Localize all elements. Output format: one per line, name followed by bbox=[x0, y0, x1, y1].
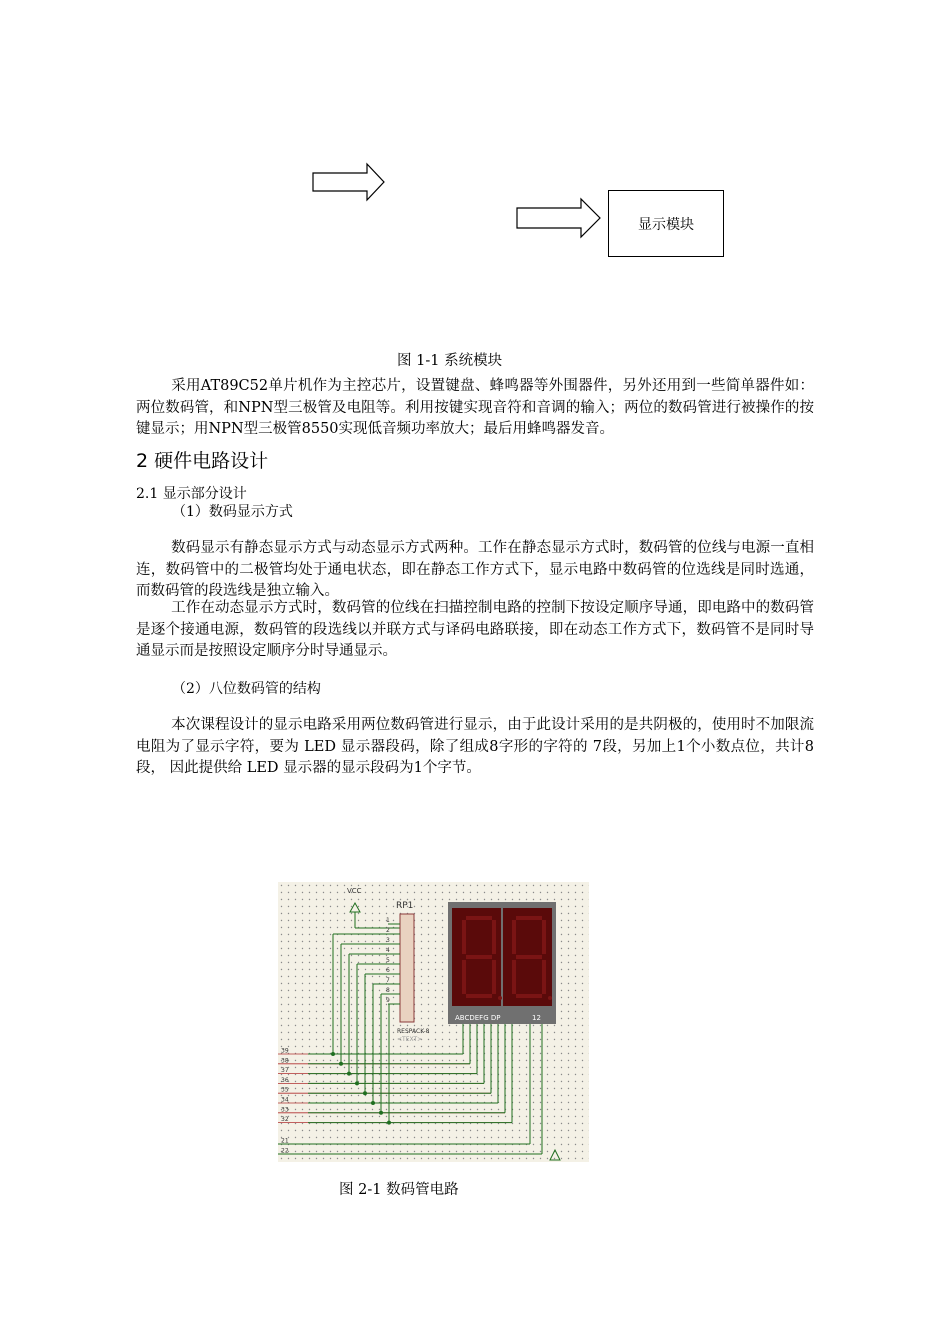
segment bbox=[516, 955, 542, 959]
vcc-label: VCC bbox=[347, 887, 362, 895]
rp-pin-label: 4 bbox=[386, 947, 390, 954]
segment bbox=[512, 960, 516, 994]
item1-heading: （1）数码显示方式 bbox=[172, 504, 293, 520]
port-label: 36 bbox=[281, 1076, 289, 1084]
display-module-box bbox=[608, 190, 724, 257]
block-diagram-arrows bbox=[300, 155, 610, 245]
segment bbox=[516, 916, 542, 920]
rp-pin-label: 8 bbox=[386, 987, 390, 994]
item2-heading: （2）八位数码管的结构 bbox=[172, 681, 321, 697]
junction-dot bbox=[355, 1081, 359, 1085]
arrow-right-icon bbox=[313, 164, 384, 200]
display-digit-pins: 12 bbox=[532, 1014, 541, 1022]
rp-pin-label: 7 bbox=[386, 977, 390, 984]
junction-dot bbox=[339, 1062, 343, 1066]
port-label: 38 bbox=[281, 1057, 289, 1065]
junction-dot bbox=[371, 1101, 375, 1105]
port-label: 39 bbox=[281, 1047, 289, 1055]
display-segment-pins: ABCDEFG DP bbox=[455, 1014, 501, 1022]
segment bbox=[462, 960, 466, 994]
segment bbox=[542, 920, 546, 954]
segment bbox=[466, 994, 492, 998]
segment-dp bbox=[548, 996, 552, 1000]
rp-part-label: RESPACK-8 bbox=[397, 1028, 430, 1035]
paragraph-static-display: 数码显示有静态显示方式与动态显示方式两种。工作在静态显示方式时，数码管的位线与电源一直相连，数码管中的二极管均处于通电状态，即在静态工作方式下，显示电路中数码管的位选线是同时选通，而数码管的段选线是独立输入。 bbox=[136, 540, 814, 599]
port-label: 35 bbox=[281, 1086, 289, 1094]
rp-pin-label: 2 bbox=[386, 927, 390, 934]
port-label: 22 bbox=[281, 1147, 289, 1155]
segment bbox=[462, 920, 466, 954]
junction-dot bbox=[379, 1111, 383, 1115]
circuit-figure bbox=[278, 882, 589, 1162]
junction-dot bbox=[387, 1121, 391, 1125]
paragraph-structure: 本次课程设计的显示电路采用两位数码管进行显示，由于此设计采用的是共阴极的，使用时不加限流电阻为了显示字符，要为 LED 显示器段码，除了组成8字形的字符的 7段，另加上1个小数点位，共计8段， 因此提供给 LED 显示器的显示段码为1个字节。 bbox=[136, 717, 814, 776]
segment bbox=[492, 920, 496, 954]
rp-pin-label: 6 bbox=[386, 967, 390, 974]
port-label: 33 bbox=[281, 1106, 289, 1114]
segment bbox=[512, 920, 516, 954]
port-label: 37 bbox=[281, 1067, 289, 1075]
subsection-heading: 2.1 显示部分设计 bbox=[136, 486, 247, 502]
display-module-label: 显示模块 bbox=[638, 216, 694, 233]
circuit-diagram bbox=[278, 882, 589, 1162]
figure-2-caption: 图 2-1 数码管电路 bbox=[339, 1182, 459, 1198]
segment bbox=[492, 960, 496, 994]
port-label: 21 bbox=[281, 1137, 289, 1145]
segment bbox=[516, 994, 542, 998]
rp-pin-label: 3 bbox=[386, 937, 390, 944]
port-label: 34 bbox=[281, 1096, 289, 1104]
segment-dp bbox=[498, 996, 502, 1000]
rp-pin-label: 9 bbox=[386, 997, 390, 1004]
rp-text-label: <TEXT> bbox=[397, 1036, 423, 1043]
figure-1-caption: 图 1-1 系统模块 bbox=[397, 353, 503, 369]
segment bbox=[542, 960, 546, 994]
paragraph-dynamic-display: 工作在动态显示方式时，数码管的位线在扫描控制电路的控制下按设定顺序导通，即电路中的数码管是逐个接通电源，数码管的段选线以并联方式与译码电路联接，即在动态工作方式下，数码管不是同时导通显示而是按照设定顺序分时导通显示。 bbox=[136, 600, 814, 659]
resistor-pack bbox=[400, 914, 414, 1022]
section-heading: 2 硬件电路设计 bbox=[136, 450, 269, 472]
rp-pin-label: 5 bbox=[386, 957, 390, 964]
segment bbox=[466, 955, 492, 959]
junction-dot bbox=[363, 1091, 367, 1095]
junction-dot bbox=[331, 1052, 335, 1056]
port-label: 32 bbox=[281, 1116, 289, 1124]
intro-paragraph: 采用AT89C52单片机作为主控芯片，设置键盘、蜂鸣器等外围器件，另外还用到一些简单器件如：两位数码管，和NPN型三极管及电阻等。利用按键实现音符和音调的输入；两位的数码管进行被操作的按键显示；用NPN型三极管8550实现低音频功率放大；最后用蜂鸣器发音。 bbox=[136, 378, 814, 437]
arrow-right-icon bbox=[517, 199, 600, 237]
segment bbox=[466, 916, 492, 920]
junction-dot bbox=[347, 1072, 351, 1076]
rp-pin-label: 1 bbox=[386, 917, 390, 924]
rp-label: RP1 bbox=[396, 901, 414, 911]
